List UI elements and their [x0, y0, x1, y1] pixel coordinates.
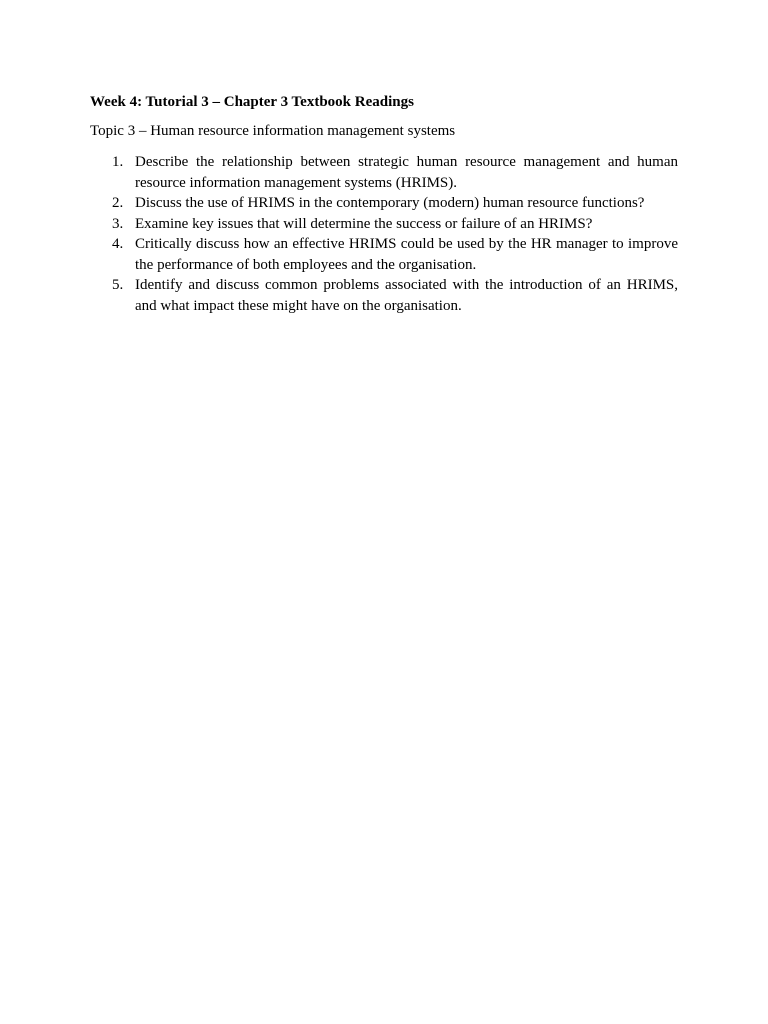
- question-list: [90, 152, 678, 316]
- list-item: [90, 275, 678, 316]
- list-item-text: Identify and discuss common problems associated with the introduction of an HRIMS, and what impact these might have on the organisation.: [135, 277, 678, 314]
- list-item-number: 5.: [112, 277, 124, 293]
- document-title: Week 4: Tutorial 3 – Chapter 3 Textbook Readings: [90, 94, 414, 110]
- list-item-text: Critically discuss how an effective HRIMS could be used by the HR manager to improve the performance of both employees and the organisation.: [135, 236, 678, 273]
- list-item-number: 4.: [112, 236, 124, 252]
- list-item-text: Examine key issues that will determine the success or failure of an HRIMS?: [135, 215, 593, 232]
- list-item-number: 1.: [112, 154, 124, 170]
- topic-heading: Topic 3 – Human resource information management systems: [90, 123, 456, 139]
- list-item: [90, 214, 678, 235]
- document-content: [90, 93, 678, 316]
- list-item-number: 2.: [112, 195, 124, 211]
- list-item-number: 3.: [112, 215, 124, 232]
- list-item: [90, 193, 678, 214]
- list-item: [90, 234, 678, 275]
- list-item-text: Discuss the use of HRIMS in the contemporary (modern) human resource functions?: [135, 195, 645, 211]
- list-item: [90, 152, 678, 193]
- list-item-text: Describe the relationship between strategic human resource management and human resource information management systems (HRIMS).: [135, 154, 678, 191]
